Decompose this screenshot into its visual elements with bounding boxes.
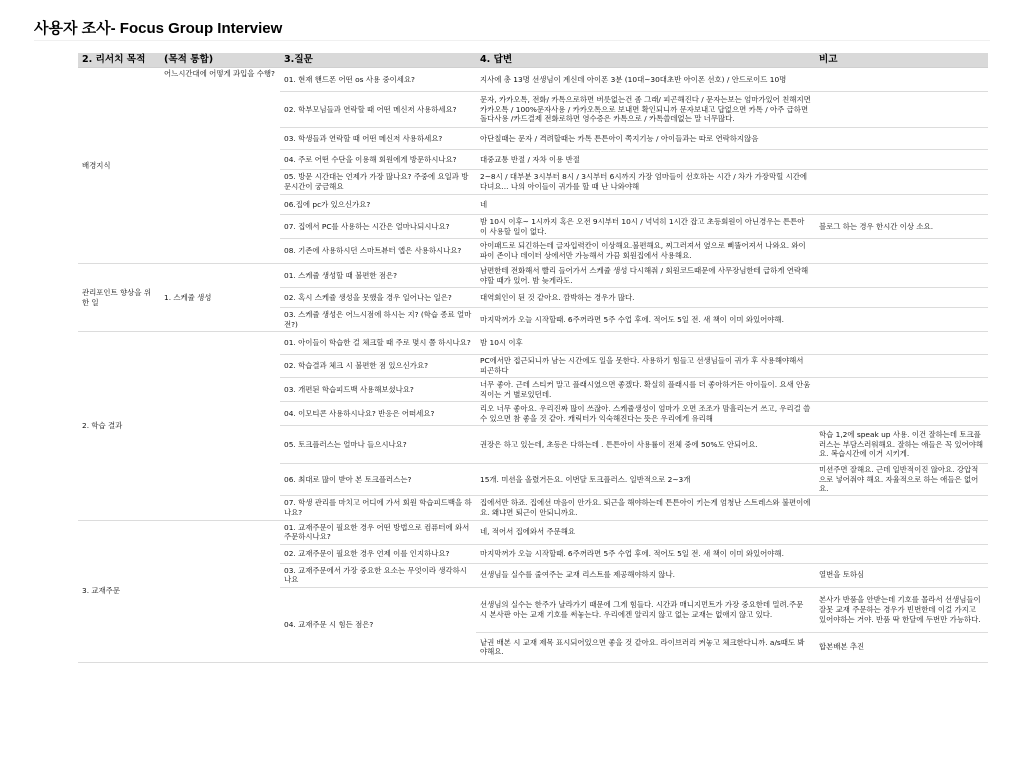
answer-cell: 네 xyxy=(476,195,815,215)
answer-cell: 리오 너무 좋아요. 우리진짜 많이 쓰잖아. 스케쥴생성이 엄마가 오면 조조가 맘흘리는거 쓰고, 우리걸 쓸 수 있으면 참 좋을 것 같아. 캐릭터가 익숙해진다는 뜻은 우리에게 유리해 xyxy=(476,402,815,426)
question-cell: 04. 교재주문 시 힘든 점은? xyxy=(280,587,476,662)
research-purpose-cell: 3. 교재주문 xyxy=(78,520,160,662)
table-row xyxy=(78,520,988,544)
answer-cell: 대역회인이 된 것 같아요. 깜박하는 경우가 많다. xyxy=(476,288,815,308)
header-question: 3.질문 xyxy=(280,53,476,68)
answer-cell: 네, 적어서 집에와서 주문해요 xyxy=(476,520,815,544)
answer-cell: 낱권 배본 시 교재 제목 표시되어있으면 좋을 것 같아요. 라이브러리 켜놓고 체크한다니까. a/s때도 봐야해요. xyxy=(476,632,815,662)
note-cell xyxy=(815,239,988,264)
answer-cell: 집에서만 하죠. 집에선 마음이 안가요. 퇴근을 해야하는데 튼튼아이 키는게 엄청난 스트레스와 불편이에요. 왜냐면 퇴근이 안되니까요. xyxy=(476,495,815,520)
note-cell: 본사가 반품을 안받는데 기호를 몰라서 선생님들이 잘못 교재 주문하는 경우가 빈번한데 이걸 가지고 있어야하는 거야. 반품 딱 한달에 두번만 가능하다. xyxy=(815,587,988,632)
note-cell xyxy=(815,520,988,544)
research-purpose-cell: 배경지식 xyxy=(78,68,160,264)
question-cell: 01. 아이들이 학습한 걸 체크할 때 주로 몇시 쯤 하시나요? xyxy=(280,332,476,355)
question-cell: 02. 혹시 스케쥴 생성을 못했을 경우 일어나는 일은? xyxy=(280,288,476,308)
answer-cell: 선생님의 실수는 한주가 날라가기 때문에 그게 힘들다. 시간과 매니지먼트가 가장 중요한데 밀려.주문 시 본사판 아는 교재 기호를 써놓는다. 우리에겐 알리지 않고 없는 교재는 없애지 않고 있다. xyxy=(476,587,815,632)
question-cell: 07. 학생 관리를 마치고 어디에 가서 회원 학습피드백을 하나요? xyxy=(280,495,476,520)
table-header-row xyxy=(78,53,988,68)
question-cell: 08. 기존에 사용하시던 스마트뷰터 앱은 사용하시나요? xyxy=(280,239,476,264)
research-purpose-cell: 관리포인트 향상을 위한 일 xyxy=(78,264,160,332)
note-cell xyxy=(815,355,988,378)
question-cell: 05. 방문 시간대는 언제가 가장 많나요? 주중에 요일과 방문시간이 궁금해요 xyxy=(280,170,476,195)
question-cell: 07. 집에서 PC를 사용하는 시간은 얼마나되시나요? xyxy=(280,215,476,239)
note-cell xyxy=(815,288,988,308)
research-purpose-cell: 2. 학습 결과 xyxy=(78,332,160,521)
question-cell: 02. 학부모님들과 연락할 때 어떤 메신저 사용하세요? xyxy=(280,92,476,128)
question-cell: 04. 이모티콘 사용하시나요? 반응은 어떠세요? xyxy=(280,402,476,426)
question-cell: 06. 최대로 많이 받아 본 토크플러스는? xyxy=(280,464,476,496)
question-cell: 03. 개편된 학습피드백 사용해보셨나요? xyxy=(280,378,476,402)
note-cell xyxy=(815,150,988,170)
answer-cell: 문자, 카카오톡, 전화/ 카톡으로하면 버릇없는건 좀 그래/ 피곤해진다 / 문자는보는 엄마가있어 친해지면 카카오톡 / 100%문자사용 / 카카오톡으로 보내면 확인되니까 문자보내고 답없으면 카톡 / 아주 급하면 돌다사용 /카드결제 전화로하면 영수증은 카톡으로 / 카톡쓸데없는 말 너무많다. xyxy=(476,92,815,128)
header-note: 비고 xyxy=(815,53,988,68)
purpose-merged-cell: 1. 스케쥴 생성 xyxy=(160,264,280,332)
note-cell: 블로그 하는 경우 한시간 이상 소요. xyxy=(815,215,988,239)
question-cell: 03. 교재주문에서 가장 중요한 요소는 무엇이라 생각하시나요 xyxy=(280,563,476,587)
note-cell: 미션주면 잘해요. 근데 일반적이진 않아요. 강압적으로 넣어줘야 해요. 자율적으로 하는 애들은 없어요. xyxy=(815,464,988,496)
question-cell: 01. 스케쥴 생성할 때 불편한 점은? xyxy=(280,264,476,288)
note-cell xyxy=(815,264,988,288)
answer-cell: 아단칠때는 문자 / 격려할때는 카톡 튼튼아이 쪽지기능 / 아이들과는 따로 연락하지않음 xyxy=(476,128,815,150)
question-cell: 05. 토크플러스는 얼마나 들으시나요? xyxy=(280,426,476,464)
question-cell: 02. 교재주문이 필요한 경우 언제 이를 인지하나요? xyxy=(280,544,476,563)
question-cell: 01. 현재 핸드폰 어떤 os 사용 중이세요? xyxy=(280,68,476,92)
note-cell xyxy=(815,308,988,332)
answer-cell: 15개. 미션을 올렸거든요. 이번달 토크플러스. 일반적으로 2~3개 xyxy=(476,464,815,496)
header-research-purpose: 2. 리서치 목적 xyxy=(78,53,160,68)
note-cell xyxy=(815,332,988,355)
answer-cell: 밤 10시 이후~ 1시까지 혹은 오전 9시부터 10시 / 넉넉히 1시간 잡고 초등회원이 아닌경우는 튼튼아이 사용할 일이 없다. xyxy=(476,215,815,239)
note-cell xyxy=(815,402,988,426)
table-row xyxy=(78,332,988,355)
answer-cell: 2~8시 / 대부분 3시부터 8시 / 3시부터 6시까지 가장 엄마들이 선호하는 시간 / 차가 가장막힐 시간에 다녀요... 나의 아이들이 귀가를 할 때 난 나와야해 xyxy=(476,170,815,195)
interview-table xyxy=(78,53,988,663)
answer-cell: 너무 좋아. 근데 스티커 말고 플래시였으면 좋겠다. 확실히 플래시를 더 좋아하거든 아이들이. 요새 안움직이는 거 별로있던데. xyxy=(476,378,815,402)
answer-cell: 마지막꺼가 오늘 시작할때. 6주꺼라면 5주 수업 후에. 적어도 5일 전. 새 책이 이미 와있어야해. xyxy=(476,308,815,332)
note-cell: 학습 1,2에 speak up 사용. 이건 잘하는데 토크플러스는 부담스러워해요. 잘하는 애들은 꼭 있어야해요. 복습시간에 이거 시키게. xyxy=(815,426,988,464)
question-cell: 04. 주로 어떤 수단을 이용해 회원에게 방문하시나요? xyxy=(280,150,476,170)
answer-cell: 대중교통 반절 / 자차 이용 반절 xyxy=(476,150,815,170)
question-cell: 03. 학생들과 연락할 때 어떤 메신저 사용하세요? xyxy=(280,128,476,150)
answer-cell: 선생님들 실수를 줄여주는 교재 리스트를 제공해야하지 않나. xyxy=(476,563,815,587)
note-cell xyxy=(815,68,988,92)
note-cell xyxy=(815,128,988,150)
note-cell xyxy=(815,544,988,563)
answer-cell: 밤 10시 이후 xyxy=(476,332,815,355)
question-cell: 02. 학습결과 체크 시 불편한 점 있으신가요? xyxy=(280,355,476,378)
purpose-merged-cell xyxy=(160,520,280,662)
question-cell: 06.집에 pc가 있으신가요? xyxy=(280,195,476,215)
answer-cell: 권장은 하고 있는데, 초등은 다하는데 . 튼튼아이 사용률이 전체 중에 50%도 안되어요. xyxy=(476,426,815,464)
answer-cell: 아이패드로 되긴하는데 글자입력칸이 이상해요.불편해요, 찌그러져서 옆으로 삐뚤어져서 나와요. 와이파이 존이나 데이터 상에서만 가능해서 가끔 회원집에서 사용해요. xyxy=(476,239,815,264)
purpose-merged-cell xyxy=(160,332,280,521)
header-answer: 4. 답변 xyxy=(476,53,815,68)
table-row xyxy=(78,264,988,288)
page-title: 사용자 조사- Focus Group Interview xyxy=(34,20,283,37)
note-cell: 열번을 토하심 xyxy=(815,563,988,587)
note-cell xyxy=(815,92,988,128)
answer-cell: 마지막꺼가 오늘 시작할때. 6주꺼라면 5주 수업 후에. 적어도 5일 전. 새 책이 이미 와있어야해. xyxy=(476,544,815,563)
question-cell: 03. 스케쥴 생성은 어느시점에 하시는 지? (학습 종료 얼마전?) xyxy=(280,308,476,332)
answer-cell: 지사에 총 13명 선생님이 계신데 아이폰 3분 (10대~30대초반 아이폰 선호) / 안드로이드 10명 xyxy=(476,68,815,92)
question-cell: 01. 교재주문이 필요한 경우 어떤 방법으로 컴퓨터에 와서 주문하시나요? xyxy=(280,520,476,544)
note-cell xyxy=(815,195,988,215)
answer-cell: PC에서만 접근되니까 남는 시간에도 일을 못한다. 사용하기 힘들고 선생님들이 귀가 후 사용해야해서 피곤하다 xyxy=(476,355,815,378)
header-purpose-merged: (목적 통합) xyxy=(160,53,280,68)
note-cell xyxy=(815,170,988,195)
table-body xyxy=(78,68,988,663)
purpose-merged-cell: 어느시간대에 어떻게 과입을 수행? xyxy=(160,68,280,264)
table-row xyxy=(78,68,988,92)
title-divider xyxy=(34,40,990,41)
note-cell xyxy=(815,495,988,520)
answer-cell: 남편한테 전화해서 빨리 들어가서 스케쥴 생성 다시해줘 / 회원코드때문에 사무장님한테 급하게 연락해야할 때가 있어. 밤 늦게라도. xyxy=(476,264,815,288)
note-cell: 합본배본 추진 xyxy=(815,632,988,662)
note-cell xyxy=(815,378,988,402)
